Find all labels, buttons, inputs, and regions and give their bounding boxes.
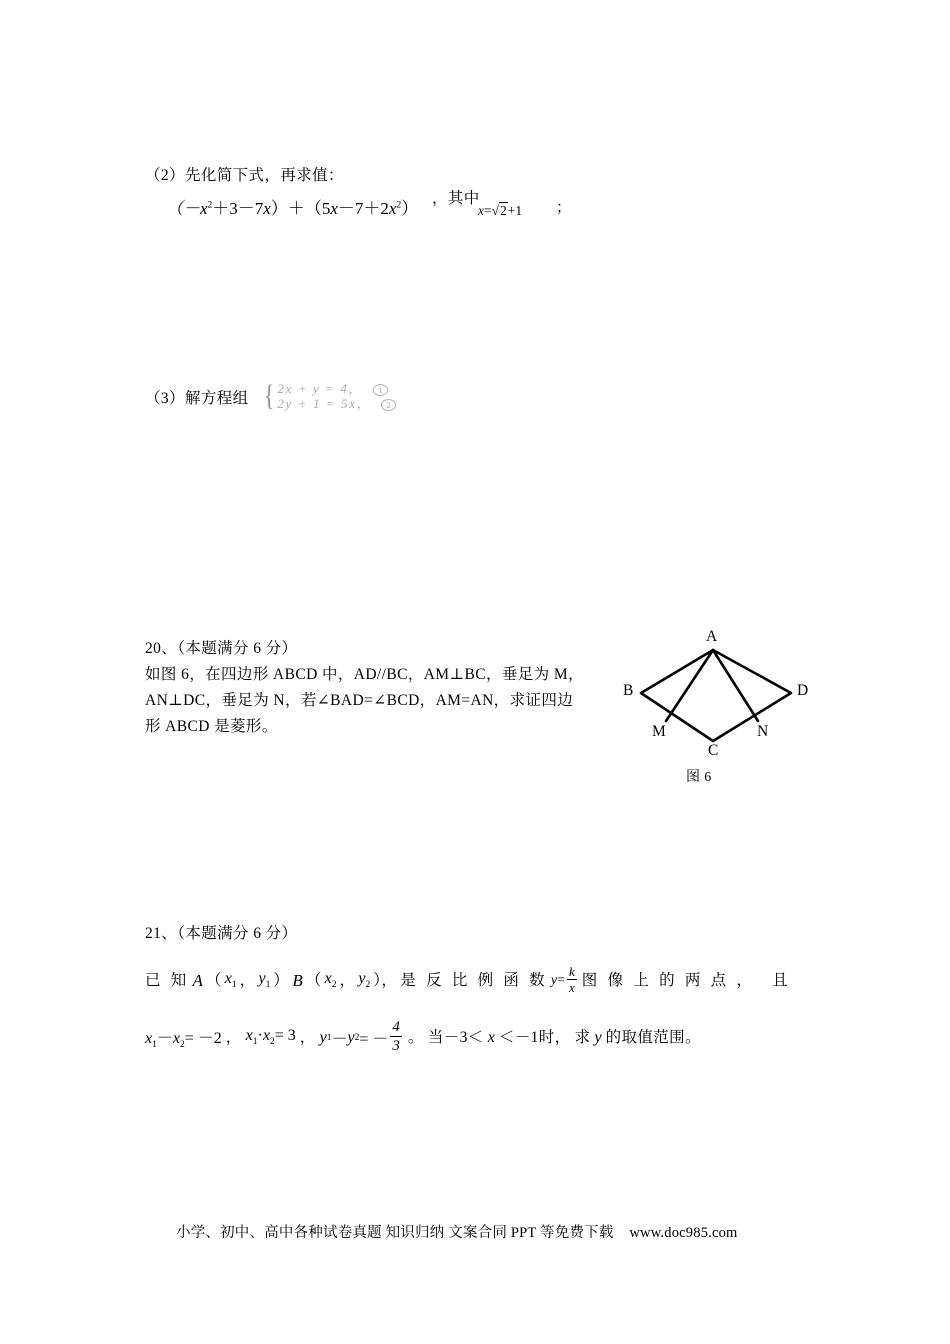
question-2-expression (166, 194, 418, 219)
system-line-2 (277, 396, 396, 411)
sqrt-icon: √2 (491, 203, 507, 218)
q21-s5: （ (305, 971, 322, 989)
vertex-label-A: A (706, 628, 718, 645)
footer-url[interactable]: www.doc985.com (629, 1225, 738, 1241)
period-mark: 。 (407, 1028, 424, 1046)
vertex-label-B: B (623, 682, 634, 699)
cond-radicand: 2 (500, 203, 507, 218)
e3-y1: y (319, 1028, 327, 1046)
system-lines (277, 381, 396, 411)
inverse-function-formula (551, 966, 579, 995)
vertex-label-M: M (652, 723, 666, 740)
question-20-line-1: 如图 6，在四边形 ABCD 中，AD//BC，AM⊥BC，垂足为 M， (145, 666, 584, 683)
e2-eq: = 3 (274, 1027, 296, 1045)
e3-y2: y (347, 1028, 355, 1046)
vertex-label-N: N (757, 723, 769, 740)
expr-x3: x (330, 199, 338, 218)
e1-sub1: 1 (152, 1040, 157, 1051)
expr-x1: x (200, 199, 208, 218)
point-A-label: A (192, 970, 203, 990)
cond-tail: +1 (507, 203, 523, 218)
expr-mid1: ＋3－7 (212, 199, 264, 218)
q21-x1-var: x (224, 970, 232, 988)
e2-x2: x (262, 1027, 270, 1045)
fraction-4-over-3 (390, 1019, 402, 1054)
range-variable-x: x (487, 1028, 495, 1046)
fn-y: y (550, 972, 558, 988)
q21-s3: ， (239, 971, 256, 989)
question-20-line-2: AN⊥DC，垂足为 N，若∠BAD=∠BCD，AM=AN，求证四边 (145, 692, 574, 709)
q21-y2-var: y (358, 970, 366, 988)
range-variable-y: y (594, 1028, 602, 1046)
expr-open: （－ (166, 199, 200, 218)
q21-s9: 图 像 上 的 两 点 ， (581, 971, 756, 989)
fraction-k-over-x (567, 965, 577, 994)
footer-text: 小学、初中、高中各种试卷真题 知识归纳 文案合同 PPT 等免费下载 (176, 1225, 614, 1241)
comma-1: ， (225, 1028, 242, 1046)
equation-x1-minus-x2 (145, 1025, 222, 1050)
question-21-line-1 (145, 966, 845, 995)
q21-s7: ）， (373, 971, 398, 989)
q21-s4: ） (273, 971, 290, 989)
e2-sub2: 2 (269, 1037, 275, 1048)
q21-s8: 是 反 比 例 函 数 (400, 971, 548, 989)
e3-sub2: 2 (354, 1032, 360, 1043)
fn-numerator: k (569, 964, 575, 979)
q21-x2-var: x (324, 970, 332, 988)
fn-denominator: x (569, 980, 575, 995)
comma-2: ， (299, 1028, 316, 1046)
q21-x1-sub: 1 (231, 980, 237, 991)
q21-x1 (225, 970, 237, 990)
q21-tail2: 的取值范围。 (605, 1028, 701, 1046)
equation-y1-minus-y2 (320, 1020, 404, 1055)
e3-sub1: 1 (326, 1032, 332, 1043)
figure-6-drawing (590, 620, 840, 795)
question-2-label: （2）先化简下式，再求值： (145, 167, 344, 184)
question-2-qizhong: ，其中 (432, 190, 480, 207)
segment-AM (666, 650, 713, 721)
point-B-label: B (292, 970, 303, 990)
question-3-equation-system (262, 381, 396, 411)
q21-s10: 且 (772, 971, 789, 989)
system-line-1-text: 2x + y = 4， (277, 381, 364, 396)
q21-y2 (358, 970, 370, 990)
question-20-line-3: 形 ABCD 是菱形。 (145, 718, 278, 735)
e2-sub1: 1 (252, 1037, 258, 1048)
e1-sub2: 2 (179, 1040, 185, 1051)
q21-y1-var: y (258, 970, 266, 988)
vertex-label-C: C (708, 742, 719, 759)
system-line-2-text: 2y + 1 = 5x， (277, 396, 372, 411)
range-condition-prefix: 当－3＜ (427, 1028, 484, 1046)
expr-x2: x (263, 199, 271, 218)
question-2-semicolon: ； (556, 200, 572, 216)
footer (176, 1220, 738, 1246)
e3-minus: － (331, 1031, 348, 1048)
range-condition-suffix: ＜－1时， (498, 1028, 571, 1046)
e2-x1: x (245, 1027, 253, 1045)
cond-eq: = (484, 203, 492, 218)
cond-lhs: x (478, 203, 484, 218)
figure-6 (590, 620, 840, 795)
question-21-line-2 (145, 1020, 705, 1055)
q21-s2: （ (205, 971, 222, 989)
q21-tail1: 求 (574, 1028, 591, 1046)
segment-AN (713, 650, 758, 721)
e1-minus: － (156, 1029, 173, 1047)
equation-mark-2: 2 (381, 399, 396, 411)
expr-sup2: 2 (396, 200, 402, 211)
q21-y1 (259, 970, 271, 990)
fraction-bar (390, 1036, 402, 1037)
e1-x2: x (172, 1029, 180, 1047)
question-21-heading: 21、（本题满分 6 分） (145, 925, 298, 942)
q21-s6: ， (339, 971, 356, 989)
equation-x1-times-x2 (246, 1027, 296, 1047)
e2-dot: · (257, 1027, 263, 1045)
system-line-1 (277, 381, 396, 396)
frac-denominator: 3 (392, 1038, 400, 1054)
equation-mark-1: 1 (373, 384, 388, 396)
left-brace-icon: { (264, 379, 275, 412)
q21-x2-sub: 2 (331, 980, 337, 991)
e1-x1: x (145, 1029, 153, 1047)
q21-s1: 已 知 (145, 971, 190, 989)
question-20-heading: 20、（本题满分 6 分） (145, 640, 298, 657)
expr-x4: x (388, 199, 397, 218)
figure-6-caption: 图 6 (686, 770, 712, 785)
q21-x2 (325, 970, 337, 990)
q21-y1-sub: 1 (265, 980, 271, 991)
e3-eq: = － (359, 1031, 389, 1048)
question-2-condition (478, 203, 522, 219)
e1-eq: = －2 (184, 1029, 222, 1047)
frac-numerator: 4 (392, 1019, 400, 1035)
expr-close1: ）＋（5 (270, 199, 331, 218)
expr-sup1: 2 (207, 200, 213, 211)
question-3-label: （3）解方程组 (145, 390, 249, 407)
q21-y2-sub: 2 (365, 980, 371, 991)
expr-mid2: －7＋2 (337, 199, 389, 218)
fn-eq: = (557, 972, 565, 988)
expr-close2: ） (401, 199, 419, 218)
vertex-label-D: D (797, 682, 809, 699)
